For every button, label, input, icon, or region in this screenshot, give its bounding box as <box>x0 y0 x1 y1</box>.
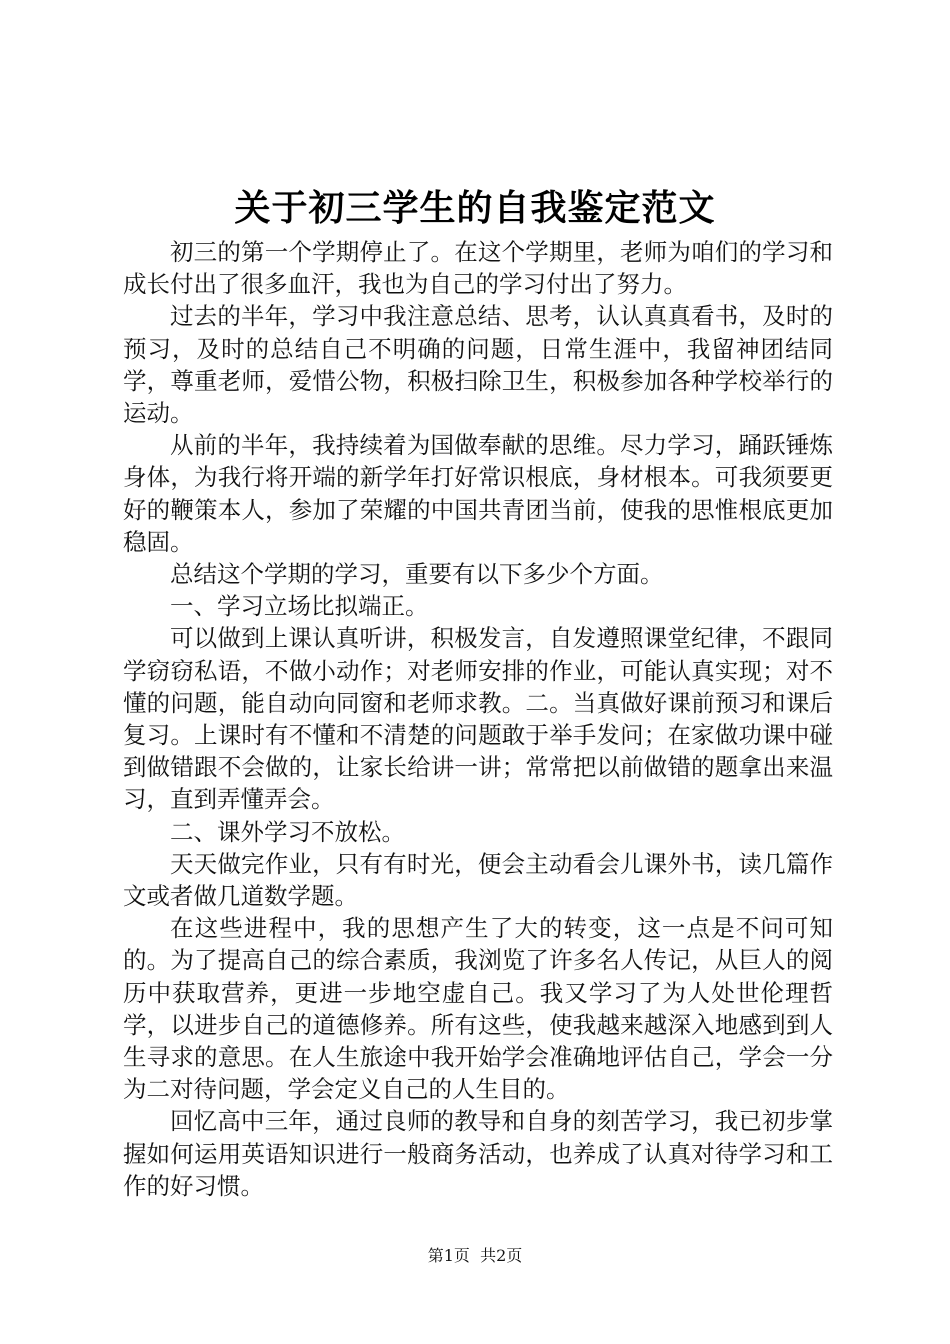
paragraph: 在这些进程中，我的思想产生了大的转变，这一点是不问可知的。为了提高自己的综合素质，我浏览了许多名人传记，从巨人的阅历中获取营养，更进一步地空虚自己。我又学习了为人处世伦理哲学，以进步自己的道德修养。所有这些，使我越来越深入地感到到人生寻求的意思。在人生旅途中我开始学会准确地评估自己，学会一分为二对待问题，学会定义自己的人生目的。 <box>123 914 833 1104</box>
paragraph: 从前的半年，我持续着为国做奉献的思维。尽力学习，踊跃锤炼身体，为我行将开端的新学年打好常识根底，身材根本。可我须要更好的鞭策本人，参加了荣耀的中国共青团当前，使我的思惟根底更加稳固。 <box>123 431 833 556</box>
section-heading: 一、学习立场比拟端正。 <box>170 592 429 621</box>
page-number: 第1页 <box>427 1246 470 1265</box>
document-body <box>123 236 833 1202</box>
paragraph: 可以做到上课认真听讲，积极发言，自发遵照课堂纪律，不跟同学窃窃私语，不做小动作；对老师安排的作业，可能认真实现；对不懂的问题，能自动向同窗和老师求教。二。当真做好课前预习和课后复习。上课时有不懂和不清楚的问题敢于举手发问；在家做功课中碰到做错跟不会做的，让家长给讲一讲；常常把以前做错的题拿出来温习，直到弄懂弄会。 <box>123 624 833 814</box>
section-heading: 二、课外学习不放松。 <box>170 817 405 846</box>
paragraph: 过去的半年，学习中我注意总结、思考，认认真真看书，及时的预习，及时的总结自己不明确的问题，日常生涯中，我留神团结同学，尊重老师，爱惜公物，积极扫除卫生，积极参加各种学校举行的运动。 <box>123 302 833 428</box>
paragraph: 回忆高中三年，通过良师的教导和自身的刻苦学习，我已初步掌握如何运用英语知识进行一般商务活动，也养成了认真对待学习和工作的好习惯。 <box>123 1107 833 1200</box>
page-footer <box>0 1245 950 1267</box>
document-title: 关于初三学生的自我鉴定范文 <box>234 187 716 229</box>
paragraph: 总结这个学期的学习，重要有以下多少个方面。 <box>170 560 664 589</box>
paragraph: 初三的第一个学期停止了。在这个学期里，老师为咱们的学习和成长付出了很多血汗，我也为自己的学习付出了努力。 <box>123 238 833 299</box>
paragraph: 天天做完作业，只有有时光，便会主动看会儿课外书，读几篇作文或者做几道数学题。 <box>123 849 833 911</box>
page-total: 共2页 <box>480 1246 523 1265</box>
